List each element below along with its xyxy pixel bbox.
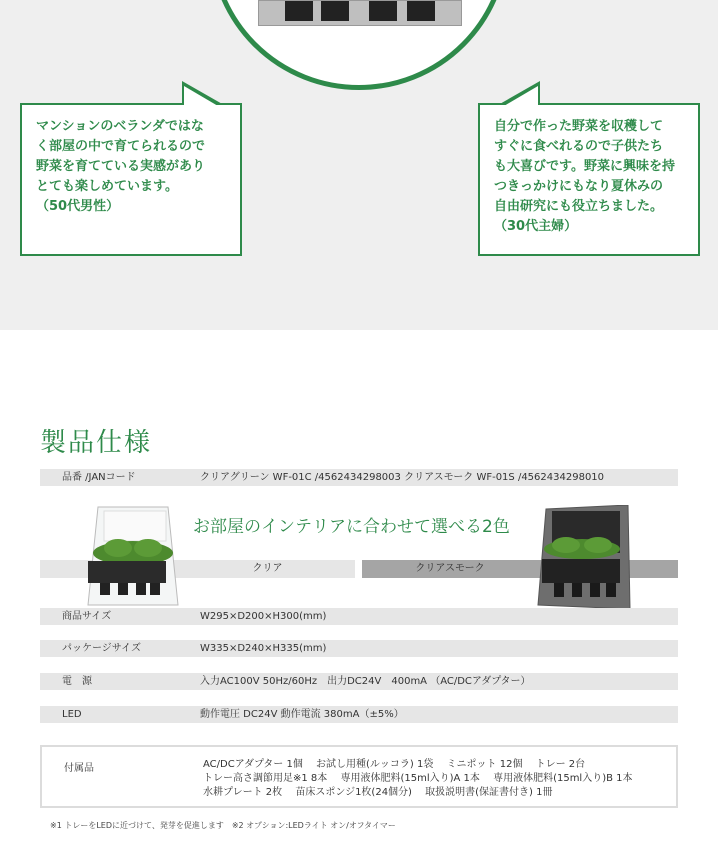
testimonial-author: （50代男性） xyxy=(36,199,120,214)
spec-row-led xyxy=(40,706,678,723)
spec-value: W295×D200×H300(mm) xyxy=(200,611,327,622)
spec-value: 動作電圧 DC24V 動作電流 380mA（±5%） xyxy=(200,709,404,720)
spec-label: 品番 /JANコード xyxy=(62,472,136,483)
pot-icon xyxy=(321,1,349,21)
testimonial-author: （30代主婦） xyxy=(494,219,578,234)
spec-label: 付属品 xyxy=(64,763,94,774)
spec-label: パッケージサイズ xyxy=(62,643,141,654)
spec-row-package xyxy=(40,640,678,657)
accessory-line: トレー高さ調節用足※1 8本 専用液体肥料(15ml入り)A 1本 専用液体肥料(15ml入り)B 1本 xyxy=(203,773,633,784)
spec-value: W335×D240×H335(mm) xyxy=(200,643,327,654)
color-smoke-label: クリアスモーク xyxy=(362,560,538,578)
spec-value: クリアグリーン WF-01C /4562434298003 クリアスモーク WF-01S /4562434298010 xyxy=(200,472,605,483)
spec-row-model xyxy=(40,469,678,486)
spec-label: 商品サイズ xyxy=(62,611,112,622)
testimonial-line: も大喜びです。野菜に興味を持 xyxy=(494,159,675,174)
smoke-product-image xyxy=(530,505,640,613)
testimonial-line: つきっかけにもなり夏休みの xyxy=(494,179,664,194)
accessory-line: AC/DCアダプター 1個 お試し用種(ルッコラ) 1袋 ミニポット 12個 トレー 2台 xyxy=(203,759,586,770)
spec-title: 製品仕様 xyxy=(40,428,153,458)
pot-icon xyxy=(285,1,313,21)
spec-label: 電 源 xyxy=(62,676,92,687)
spec-label: LED xyxy=(62,709,82,720)
testimonial-line: 自由研究にも役立ちました。 xyxy=(494,199,664,214)
spec-row-accessories xyxy=(40,745,678,808)
testimonial-line: 野菜を育てている実感があり xyxy=(36,159,206,174)
spec-row-power xyxy=(40,673,678,690)
spec-value: 入力AC100V 50Hz/60Hz 出力DC24V 400mA （AC/DCアダプター） xyxy=(200,676,531,687)
footnote: ※1 トレーをLEDに近づけて、発芽を促進します ※2 オプション:LEDライト オン/オフタイマー xyxy=(50,821,396,830)
testimonial-line: とても楽しめています。 xyxy=(36,179,178,194)
testimonial-line: く部屋の中で育てられるので xyxy=(36,139,206,154)
testimonial-line: 自分で作った野菜を収穫して xyxy=(494,119,664,134)
testimonial-line: マンションのベランダではな xyxy=(36,119,204,134)
pot-icon xyxy=(407,1,435,21)
testimonial-bubble-1 xyxy=(20,103,242,256)
testimonial-bubble-2 xyxy=(478,103,700,256)
testimonial-line: すぐに食べれるので子供たち xyxy=(494,139,664,154)
product-photo-top xyxy=(258,0,462,26)
spec-row-size xyxy=(40,608,678,625)
color-banner: お部屋のインテリアに合わせて選べる2色 xyxy=(193,517,510,537)
testimonial-section xyxy=(0,0,718,330)
pot-icon xyxy=(369,1,397,21)
clear-product-image xyxy=(78,505,188,610)
color-clear-label: クリア xyxy=(180,560,355,578)
accessory-line: 水耕プレート 2枚 苗床スポンジ1枚(24個分) 取扱説明書(保証書付き) 1冊 xyxy=(203,787,553,798)
